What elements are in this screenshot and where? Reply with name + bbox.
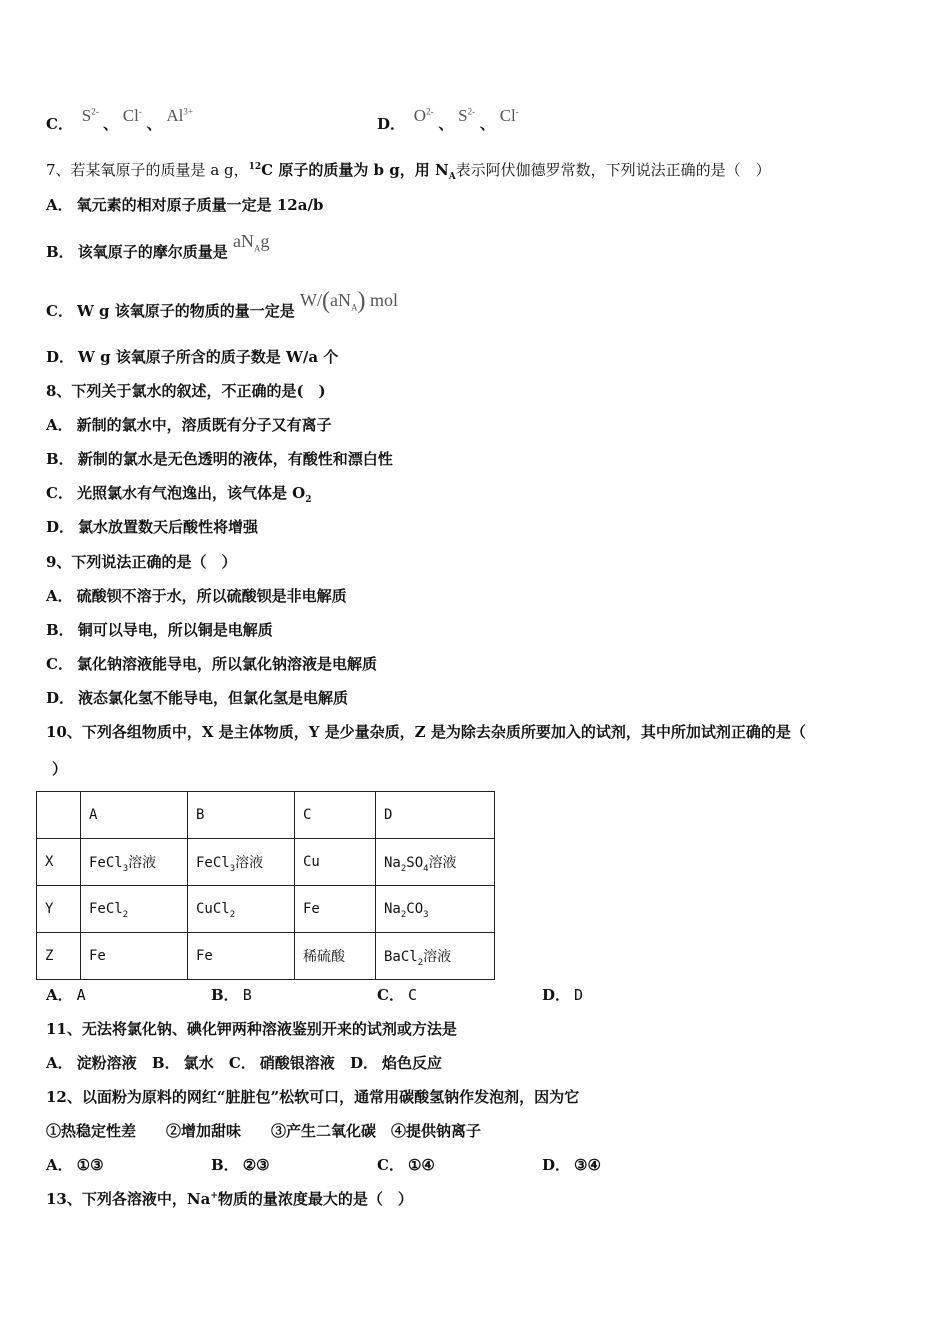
- q8-option-b: [46, 449, 393, 469]
- q12-option-b: [211, 1155, 270, 1175]
- q9-option-d: [46, 688, 348, 708]
- q6-option-c: [46, 106, 193, 134]
- q11-option-c-label: C．: [228, 1054, 256, 1072]
- table-cell: X: [37, 839, 81, 886]
- q8-option-a-label: A．: [46, 416, 73, 434]
- q8-option-b-label: B．: [46, 450, 74, 468]
- q12-option-d-label: D．: [542, 1156, 571, 1174]
- q6-option-c-label: C．: [46, 115, 73, 133]
- table-cell: 稀硫酸: [295, 933, 376, 980]
- q10-option-b-label: B．: [211, 986, 239, 1004]
- q8-option-c-sub: 2: [305, 495, 312, 505]
- q8-option-c-label: C．: [46, 484, 73, 502]
- ion: $S^{2-}$: [81, 106, 99, 125]
- q11-stem: 11、无法将氯化钠、碘化钾两种溶液鉴别开来的试剂或方法是: [46, 1020, 457, 1038]
- q6-option-c-ions: [82, 106, 103, 125]
- table-cell: FeCl$_3$溶液: [188, 839, 295, 886]
- q7-stem: [46, 160, 771, 180]
- q9-option-b: [46, 620, 273, 640]
- q7-stem-part: 表示阿伏伽德罗常数，下列说法正确的是（ ）: [455, 161, 771, 179]
- q8-option-d-label: D．: [46, 518, 75, 536]
- table-cell: CuCl$_2$: [188, 886, 295, 933]
- q7-option-c: [46, 288, 398, 321]
- q13-stem-part: 13、下列各溶液中，Na: [46, 1190, 211, 1208]
- q11-option-a-text: 淀粉溶液: [76, 1054, 137, 1072]
- q7-option-c-formula: $W/(aN_A)$ mol: [299, 288, 398, 314]
- table-cell: [37, 792, 81, 839]
- separator: 、: [438, 115, 454, 133]
- q10-option-b: [211, 985, 252, 1005]
- q9-option-b-label: B．: [46, 621, 74, 639]
- q8-option-c: [46, 483, 312, 503]
- q12-option-c-text: ①④: [407, 1156, 435, 1174]
- q12-option-c-label: C．: [377, 1156, 404, 1174]
- q11-option-d-text: 焰色反应: [382, 1054, 443, 1072]
- table-cell: Y: [37, 886, 81, 933]
- q10-stem-line1: 10、下列各组物质中，X 是主体物质，Y 是少量杂质，Z 是为除去杂质所要加入的试剂，其中所加试剂正确的是（: [46, 723, 806, 741]
- q6-option-d-label: D．: [377, 115, 406, 133]
- q7-option-b-label: B．: [46, 243, 74, 261]
- q8-option-a-text: 新制的氯水中，溶质既有分子又有离子: [76, 416, 332, 434]
- q12-facts: ①热稳定性差 ②增加甜味 ③产生二氧化碳 ④提供钠离子: [46, 1122, 482, 1140]
- q10-option-c-label: C．: [377, 986, 404, 1004]
- q8-option-d: [46, 517, 258, 537]
- q9-option-b-text: 铜可以导电，所以铜是电解质: [77, 621, 273, 639]
- ion: Cl-: [499, 106, 519, 125]
- q7-option-b-text: 该氧原子的摩尔质量是: [77, 243, 228, 261]
- q7-option-d: [46, 347, 338, 367]
- q8-stem: 8、下列关于氯水的叙述，不正确的是( ): [46, 382, 326, 400]
- q8-option-c-text: 光照氯水有气泡逸出，该气体是 O: [76, 484, 306, 502]
- q10-option-d-text: D: [574, 986, 584, 1004]
- q12-option-b-text: ②③: [242, 1156, 270, 1174]
- q7-stem-part: C 原子的质量为 b g，用 N: [261, 161, 449, 179]
- q10-option-a-label: A．: [46, 986, 73, 1004]
- q11-option-a-label: A．: [46, 1054, 73, 1072]
- q6-option-d: [377, 106, 519, 134]
- table-cell: C: [295, 792, 376, 839]
- q9-stem: 9、下列说法正确的是（ ）: [46, 553, 237, 571]
- q11-option-c-text: 硝酸银溶液: [259, 1054, 335, 1072]
- q7-stem-part: 7、若某氧原子的质量是 a g，: [46, 161, 249, 179]
- q12-option-d: [542, 1155, 601, 1175]
- table-cell: BaCl$_2$溶液: [376, 933, 495, 980]
- q11-option-d-label: D．: [350, 1054, 379, 1072]
- table-row: [37, 886, 495, 933]
- q11-option-b-label: B．: [151, 1054, 180, 1072]
- q9-option-d-label: D．: [46, 689, 75, 707]
- table-cell: FeCl$_3$溶液: [81, 839, 188, 886]
- table-cell: Fe: [81, 933, 188, 980]
- separator: 、: [479, 115, 495, 133]
- q11-options: [46, 1053, 442, 1073]
- q7-option-b: [46, 231, 270, 262]
- q10-option-c: [377, 985, 417, 1005]
- q13-stem: [46, 1189, 413, 1209]
- table-cell: $Na_2CO_3$: [376, 886, 495, 933]
- q10-option-a-text: A: [76, 986, 86, 1004]
- separator: 、: [102, 115, 118, 133]
- q7-stem-sup: 12: [248, 162, 262, 172]
- q8-option-a: [46, 415, 332, 435]
- q10-option-b-text: B: [242, 986, 252, 1004]
- q10-option-d: [542, 985, 583, 1005]
- table-cell: Z: [37, 933, 81, 980]
- q10-option-c-text: C: [407, 986, 417, 1004]
- q12-option-c: [377, 1155, 435, 1175]
- q9-option-c-text: 氯化钠溶液能导电，所以氯化钠溶液是电解质: [76, 655, 377, 673]
- q7-stem-sub: A: [448, 172, 456, 182]
- q10-stem-line2: ）: [52, 760, 68, 778]
- table-cell: A: [81, 792, 188, 839]
- table-cell: FeCl$_2$: [81, 886, 188, 933]
- table-cell: $Na_2SO_4$溶液: [376, 839, 495, 886]
- q12-option-a-label: A．: [46, 1156, 73, 1174]
- q12-option-d-text: ③④: [574, 1156, 601, 1174]
- q9-option-a-text: 硫酸钡不溶于水，所以硫酸钡是非电解质: [76, 587, 347, 605]
- q13-stem-sup: +: [210, 1191, 218, 1201]
- ion: Cl-: [122, 106, 142, 125]
- q12-option-a-text: ①③: [76, 1156, 104, 1174]
- q7-option-d-label: D．: [46, 348, 75, 366]
- q7-option-a: [46, 195, 323, 215]
- table-cell: Fe: [188, 933, 295, 980]
- q7-option-a-label: A．: [46, 196, 73, 214]
- q8-option-b-text: 新制的氯水是无色透明的液体，有酸性和漂白性: [77, 450, 393, 468]
- q10-option-a: [46, 985, 86, 1005]
- q9-option-c: [46, 654, 377, 674]
- q13-stem-part: 物质的量浓度最大的是（ ）: [217, 1190, 413, 1208]
- q7-option-a-text: 氧元素的相对原子质量一定是 12a/b: [76, 196, 324, 214]
- table-cell: B: [188, 792, 295, 839]
- table-cell: Cu: [295, 839, 376, 886]
- separator: 、: [146, 115, 162, 133]
- q10-options-table: [36, 791, 495, 980]
- q7-option-c-text: W g 该氧原子的物质的量一定是: [76, 302, 295, 320]
- q7-option-c-label: C．: [46, 302, 73, 320]
- table-cell: Fe: [295, 886, 376, 933]
- q9-option-d-text: 液态氯化氢不能导电，但氯化氢是电解质: [78, 689, 349, 707]
- q9-option-a-label: A．: [46, 587, 73, 605]
- table-row: [37, 933, 495, 980]
- q12-option-a: [46, 1155, 104, 1175]
- q8-option-d-text: 氯水放置数天后酸性将增强: [78, 518, 259, 536]
- q12-option-b-label: B．: [211, 1156, 239, 1174]
- q7-option-b-formula: $aN_Ag$: [232, 231, 270, 254]
- q10-option-d-label: D．: [542, 986, 571, 1004]
- q7-option-d-text: W g 该氧原子所含的质子数是 W/a 个: [78, 348, 339, 366]
- table-row: [37, 792, 495, 839]
- q12-stem: 12、以面粉为原料的网红“脏脏包”松软可口，通常用碳酸氢钠作发泡剂，因为它: [46, 1088, 580, 1106]
- table-cell: D: [376, 792, 495, 839]
- table-row: [37, 839, 495, 886]
- q9-option-c-label: C．: [46, 655, 73, 673]
- ion: $O^{2-}$: [413, 106, 434, 125]
- q9-option-a: [46, 586, 347, 606]
- q11-option-b-text: 氯水: [183, 1054, 214, 1072]
- ion: $Al^{3+}$: [166, 106, 193, 125]
- ion: $S^{2-}$: [458, 106, 476, 125]
